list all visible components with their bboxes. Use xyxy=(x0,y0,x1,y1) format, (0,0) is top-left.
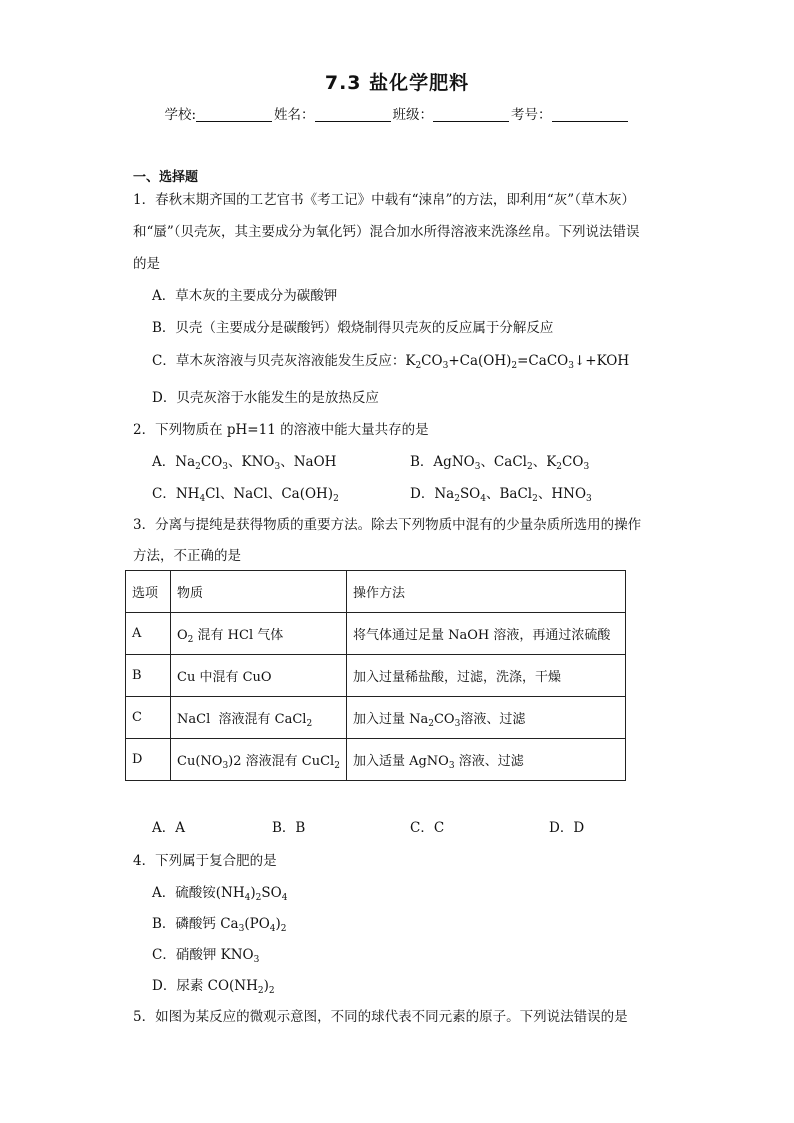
q5-stem: 5．如图为某反应的微观示意图，不同的球代表不同元素的原子。下列说法错误的是 xyxy=(133,1009,628,1025)
q3-stem-line2: 方法，不正确的是 xyxy=(133,548,241,564)
q2-option-d-label: D． xyxy=(410,486,435,502)
row-substance: NaCl 溶液混有 CaCl$_2$ xyxy=(171,697,347,739)
row-method: 将气体通过足量 NaOH 溶液，再通过浓硫酸 xyxy=(346,613,625,655)
name-blank[interactable] xyxy=(315,107,391,122)
row-option: B xyxy=(126,655,171,697)
q1-option-a[interactable]: A．草木灰的主要成分为碳酸钾 xyxy=(152,288,338,304)
student-info-line xyxy=(0,103,794,123)
q1-stem-line3: 的是 xyxy=(133,256,160,272)
row-method: 加入过量稀盐酸，过滤，洗涤，干燥 xyxy=(346,655,625,697)
row-method-prefix: 加入过量 xyxy=(352,712,410,727)
header-option: 选项 xyxy=(126,571,171,613)
q2-stem: 2．下列物质在 pH=11 的溶液中能大量共存的是 xyxy=(133,422,429,438)
q2-option-c-label: C． xyxy=(152,486,176,502)
number-label: 考号： xyxy=(511,107,552,123)
q1-option-b[interactable]: B．贝壳（主要成分是碳酸钙）煅烧制得贝壳灰的反应属于分解反应 xyxy=(152,320,554,336)
q3-stem-line1: 3．分离与提纯是获得物质的重要方法。除去下列物质中混有的少量杂质所选用的操作 xyxy=(133,517,642,533)
row-option: D xyxy=(126,739,171,781)
name-label: 姓名： xyxy=(274,107,315,123)
row-substance: $Cu(NO_3)2$ 溶液混有 CuCl$_2$ xyxy=(171,739,347,781)
q2-option-c[interactable]: C．$NH_4Cl$、NaCl、$Ca(OH)_2$ xyxy=(152,486,339,504)
table-header-row xyxy=(126,571,626,613)
section-heading: 一、选择题 xyxy=(133,170,199,185)
school-label: 学校: xyxy=(164,107,197,123)
q4-option-c-text: C．硝酸钾 xyxy=(152,947,221,963)
header-substance: 物质 xyxy=(171,571,347,613)
row-method-prefix: 加入适量 xyxy=(352,754,410,769)
q4-stem: 4．下列属于复合肥的是 xyxy=(133,853,277,869)
q1-option-c[interactable] xyxy=(152,351,629,371)
q2-option-a-label: A． xyxy=(152,454,176,470)
row-method-suffix: 溶液、过滤 xyxy=(458,754,524,769)
row-method: 加入过量 $Na_2CO_3$溶液、过滤 xyxy=(346,697,625,739)
q2-option-a[interactable]: A．$Na_2CO_3$、$KNO_3$、NaOH xyxy=(152,454,337,472)
q3-table xyxy=(125,570,626,781)
q3-option-d[interactable]: D．D xyxy=(549,820,585,836)
q4-option-c[interactable]: C．硝酸钾 $KNO_3$ xyxy=(152,947,260,965)
page-title: 7.3 盐化学肥料 xyxy=(324,72,470,94)
q4-option-b[interactable]: B．磷酸钙 $Ca_3(PO_4)_2$ xyxy=(152,916,287,934)
row-substance: $O_2$ 混有 HCl 气体 xyxy=(171,613,347,655)
q1-option-c-equation: $K_2CO_3+Ca(OH)_2=CaCO_3↓+KOH$ xyxy=(405,353,630,371)
table-row xyxy=(126,613,626,655)
q2-option-b[interactable]: B．AgNO$_3$、CaCl$_2$、$K_2CO_3$ xyxy=(410,454,590,472)
q4-option-d[interactable]: D．尿素 $CO(NH_2)_2$ xyxy=(152,978,275,996)
q1-option-d[interactable]: D．贝壳灰溶于水能发生的是放热反应 xyxy=(152,390,379,406)
row-option: C xyxy=(126,697,171,739)
row-method-suffix: 溶液、过滤 xyxy=(460,712,526,727)
q3-option-b[interactable]: B．B xyxy=(272,820,306,836)
q4-option-a-text: A．硫酸铵 xyxy=(152,885,216,901)
q1-stem-line2: 和“蜃”（贝壳灰，其主要成分为氧化钙）混合加水所得溶液来洗涤丝帛。下列说法错误 xyxy=(133,224,640,240)
header-method: 操作方法 xyxy=(346,571,625,613)
q2-option-b-label: B． xyxy=(410,454,434,470)
q4-option-d-text: D．尿素 xyxy=(152,978,208,994)
row-option: A xyxy=(126,613,171,655)
row-substance: Cu 中混有 CuO xyxy=(171,655,347,697)
school-blank[interactable] xyxy=(196,107,272,122)
table-row xyxy=(126,697,626,739)
table-row xyxy=(126,739,626,781)
q1-option-c-text: C．草木灰溶液与贝壳灰溶液能发生反应： xyxy=(152,353,406,369)
class-label: 班级： xyxy=(392,107,434,123)
number-blank[interactable] xyxy=(552,107,628,122)
q3-option-a[interactable]: A．A xyxy=(152,820,185,836)
table-row xyxy=(126,655,626,697)
q2-option-d[interactable]: D．$Na_2SO_4$、BaCl$_2$、$HNO_3$ xyxy=(410,486,592,504)
class-blank[interactable] xyxy=(433,107,509,122)
q3-option-c[interactable]: C．C xyxy=(410,820,445,836)
q1-stem-line1: 1．春秋末期齐国的工艺官书《考工记》中载有“涑帛”的方法，即利用“灰”（草木灰） xyxy=(133,192,635,208)
row-method: 加入适量 AgNO$_3$ 溶液、过滤 xyxy=(346,739,625,781)
q4-option-b-text: B．磷酸钙 xyxy=(152,916,221,932)
q4-option-a[interactable]: A．硫酸铵$(NH_4)_2SO_4$ xyxy=(152,885,288,903)
